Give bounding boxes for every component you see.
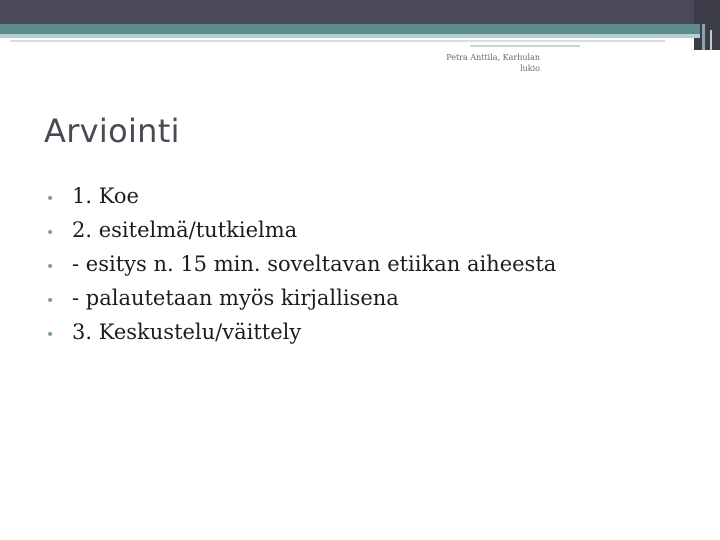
accent-stripe-light	[0, 34, 700, 38]
bullet-icon: •	[46, 293, 55, 309]
top-band	[0, 0, 720, 24]
bullet-item	[46, 286, 556, 320]
author-note	[400, 52, 540, 74]
bullet-text: 1. Koe	[72, 184, 139, 208]
bullet-text: 2. esitelmä/tutkielma	[72, 218, 298, 242]
bullet-list	[46, 184, 556, 354]
bullet-text: - esitys n. 15 min. soveltavan etiikan aiheesta	[72, 252, 557, 276]
bullet-item	[46, 218, 556, 252]
bullet-icon: •	[46, 259, 55, 275]
bullet-item	[46, 184, 556, 218]
corner-accent	[702, 24, 705, 50]
divider-line	[10, 40, 665, 42]
corner-accent-light	[710, 30, 712, 50]
bullet-item	[46, 320, 556, 354]
slide-title: Arviointi	[44, 112, 180, 150]
author-line-1: Petra Anttila, Karhulan	[446, 53, 540, 62]
bullet-icon: •	[46, 327, 55, 343]
divider-line-short	[470, 45, 580, 47]
accent-stripe	[0, 24, 700, 34]
bullet-text: - palautetaan myös kirjallisena	[72, 286, 399, 310]
bullet-item	[46, 252, 556, 286]
author-line-2: lukio	[520, 64, 540, 73]
bullet-text: 3. Keskustelu/väittely	[72, 320, 302, 344]
bullet-icon: •	[46, 191, 55, 207]
bullet-icon: •	[46, 225, 55, 241]
